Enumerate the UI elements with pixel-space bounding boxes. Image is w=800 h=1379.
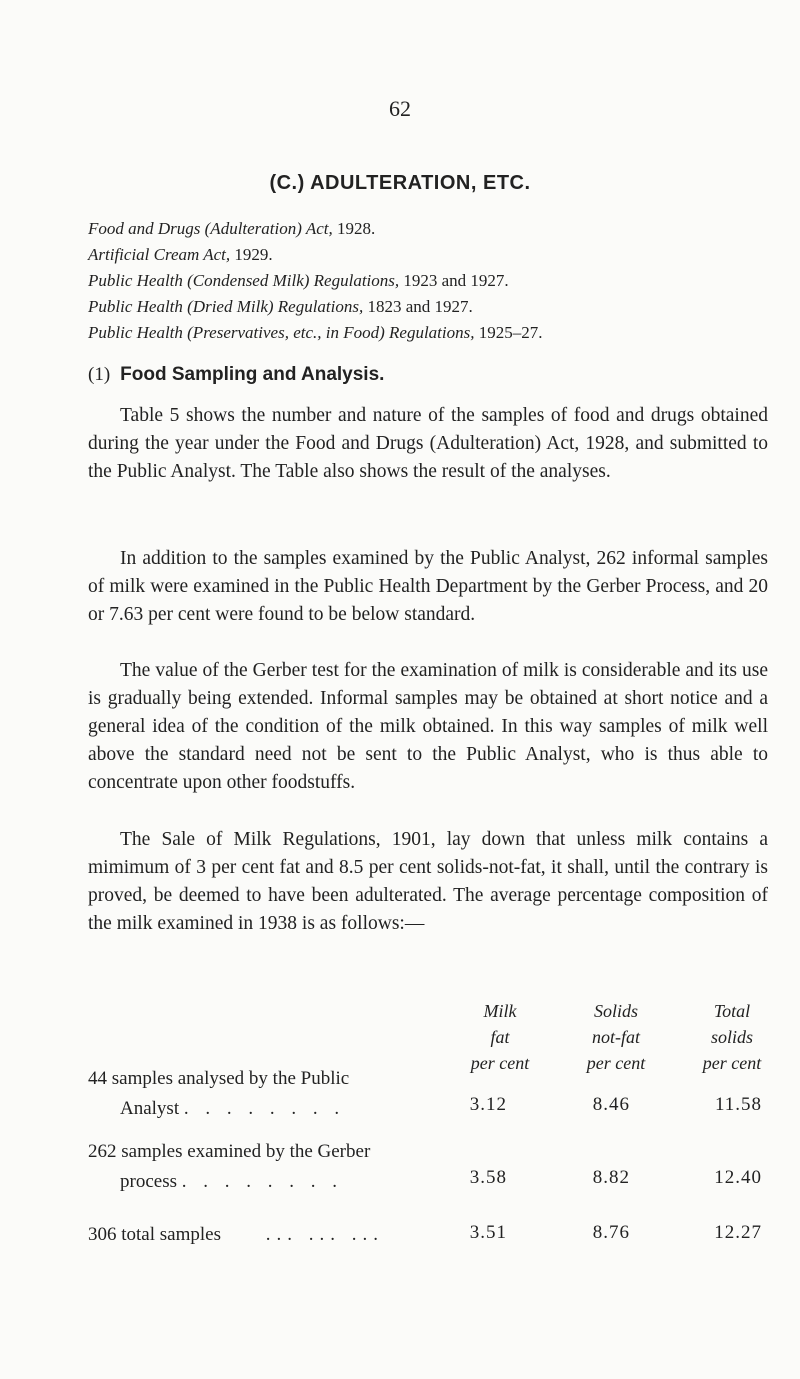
paragraph: The Sale of Milk Regulations, 1901, lay down that unless milk contains a mimimum of 3 per cent fat and 8.5 per cent solids-not-fat, it shall, until the contrary is proved, be deemed to have been adulterated. The average percentage composition of the milk examined in 1938 is as follows:— <box>88 829 768 934</box>
paragraph: In addition to the samples examined by the Public Analyst, 262 informal samples of milk were examined in the Public Health Department by the Gerber Process, and 20 or 7.63 per cent were found to be below standard. <box>88 548 768 625</box>
paragraph: The value of the Gerber test for the examination of milk is considerable and its use is gradually being extended. Informal samples may be obtained at short notice and a general idea of the condition of the milk obtained. In this way samples of milk well above the standard need not be sent to the Public Analyst, who is thus able to concentrate upon other foodstuffs. <box>88 660 768 793</box>
paragraph: Table 5 shows the number and nature of the samples of food and drugs obtained during the year under the Food and Drugs (Adulteration) Act, 1928, and submitted to the Public Analyst. The Table also shows the result of the analyses. <box>88 405 768 482</box>
table-cell: 8.82 <box>592 1167 630 1188</box>
subsection-title: Food Sampling and Analysis. <box>120 364 385 385</box>
page-number: 62 <box>389 96 411 121</box>
subsection-heading <box>88 364 384 386</box>
act-item: Public Health (Dried Milk) Regulations, 1823 and 1927. <box>88 297 473 316</box>
table-row-label: 44 samples analysed by the Public Analyst . . . . . . . . <box>88 1068 350 1119</box>
act-item: Food and Drugs (Adulteration) Act, 1928. <box>88 219 376 238</box>
section-heading: (C.) ADULTERATION, ETC. <box>269 172 531 194</box>
table-row-label: 306 total samples ... ... ... <box>88 1224 384 1245</box>
table-cell: 3.51 <box>469 1222 507 1243</box>
act-item: Public Health (Condensed Milk) Regulations, 1923 and 1927. <box>88 271 509 290</box>
table-row-label: 262 samples examined by the Gerber process . . . . . . . . <box>88 1141 371 1192</box>
table-cell: 3.58 <box>469 1167 507 1188</box>
table-cell: 11.58 <box>714 1094 762 1115</box>
table-cell: 12.27 <box>714 1222 762 1243</box>
act-item: Public Health (Preservatives, etc., in Food) Regulations, 1925–27. <box>88 323 543 342</box>
column-header-solids-not-fat: Solids not-fat per cent <box>586 1001 646 1073</box>
act-item: Artificial Cream Act, 1929. <box>88 245 273 264</box>
table-cell: 8.76 <box>592 1222 630 1243</box>
table-cell: 8.46 <box>592 1094 630 1115</box>
acts-list <box>88 216 768 346</box>
table-cell: 12.40 <box>714 1167 762 1188</box>
column-header-milk-fat: Milk fat per cent <box>470 1001 530 1073</box>
column-header-total-solids: Total solids per cent <box>702 1001 762 1073</box>
table-cell: 3.12 <box>469 1094 507 1115</box>
subsection-number: (1) <box>88 364 111 385</box>
